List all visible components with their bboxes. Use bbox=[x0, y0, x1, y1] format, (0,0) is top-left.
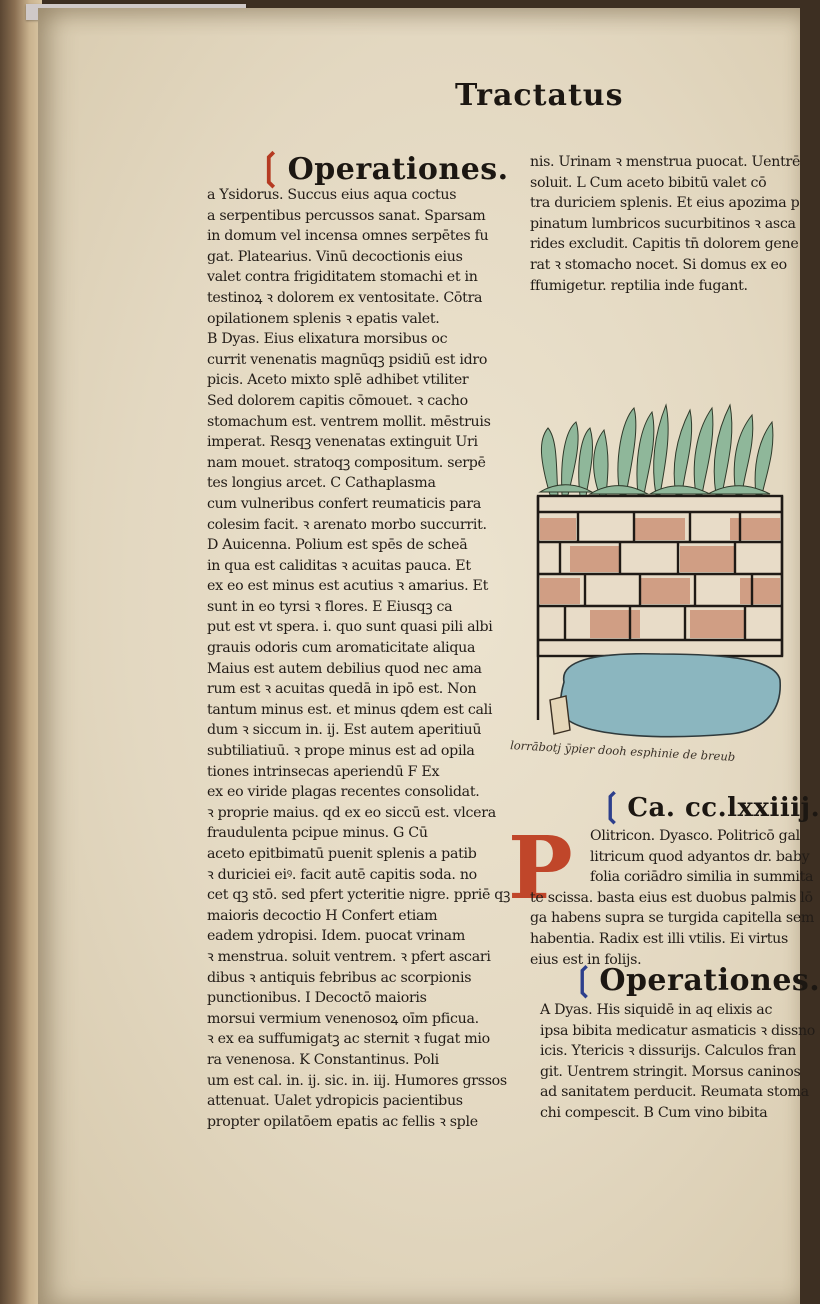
text-line: propter opilatōem epatis ac fellis ꝛ sple bbox=[207, 1113, 478, 1130]
text-line: attenuat. Ualet ydropicis pacientibus bbox=[207, 1093, 463, 1110]
paragraph-mark-icon: ❲ bbox=[570, 960, 598, 998]
text-line: litricum quod adyantos dr. baby bbox=[590, 848, 810, 865]
text-line: opilationem splenis ꝛ epatis valet. bbox=[207, 310, 440, 327]
text-line: a serpentibus percussos sanat. Sparsam bbox=[207, 207, 486, 224]
text-line: Maius est autem debilius quod nec ama bbox=[207, 660, 482, 677]
text-line: B Dyas. Eius elixatura morsibus oc bbox=[207, 331, 448, 348]
text-line: subtiliatiuū. ꝛ prope minus est ad opila bbox=[207, 743, 475, 760]
chapter-heading bbox=[598, 786, 820, 824]
paragraph-mark-icon: ❲ bbox=[255, 146, 286, 188]
right-top-text-column bbox=[530, 152, 801, 296]
text-line: pinatum lumbricos sucurbitinos ꝛ asca bbox=[530, 215, 796, 232]
text-line: ffumigetur. reptilia inde fugant. bbox=[530, 277, 748, 294]
text-line: tiones intrinsecas aperiendū F Ex bbox=[207, 763, 440, 780]
text-line: ꝛ duriciei eiꝰ. facit autē capitis soda. no bbox=[207, 866, 477, 883]
text-line: ga habens supra se turgida capitella sem bbox=[530, 910, 815, 927]
plant-leaves bbox=[540, 405, 773, 496]
marginal-handwritten-note: lorrābotj ȳpier dooh esphinie de breub bbox=[509, 738, 736, 764]
right-bottom-text-column bbox=[530, 826, 815, 970]
book-spine bbox=[0, 0, 42, 1304]
right-bottom-text-column-2 bbox=[540, 1000, 816, 1124]
text-line: aceto epitbimatū puenit splenis a patib bbox=[207, 846, 477, 862]
text-line: a Ysidorus. Succus eius aqua coctus bbox=[207, 187, 457, 203]
text-line: grauis odoris cum aromaticitate aliqua bbox=[207, 640, 476, 657]
text-line: um est cal. in. ij. sic. in. iij. Humores grssos bbox=[207, 1072, 507, 1089]
text-line: A Dyas. His siquidē in aq elixis ac bbox=[540, 1002, 773, 1018]
text-line: ꝛ menstrua. soluit ventrem. ꝛ pfert ascari bbox=[207, 948, 491, 965]
running-head: Tractatus bbox=[455, 78, 624, 113]
text-line: git. Uentrem stringit. Morsus caninos bbox=[540, 1063, 801, 1080]
water-basin bbox=[550, 654, 780, 737]
right-section-heading bbox=[570, 960, 820, 998]
text-line: ipsa bibita medicatur asmaticis ꝛ dissno bbox=[540, 1022, 816, 1039]
illuminated-drop-cap: P bbox=[508, 818, 573, 919]
text-line: D Auicenna. Polium est spēs de scheā bbox=[207, 537, 468, 554]
text-line: put est vt spera. i. quo sunt quasi pili albi bbox=[207, 619, 493, 636]
text-line: currit venenatis magnūqꝫ psidiū est idro bbox=[207, 351, 488, 368]
text-line: eadem ydropisi. Idem. puocat vrinam bbox=[207, 928, 465, 945]
text-line: chi compescit. B Cum vino bibita bbox=[540, 1104, 768, 1121]
left-section-heading bbox=[255, 146, 509, 188]
text-line: in domum vel incensa omnes serpētes fu bbox=[207, 228, 489, 245]
left-heading-text: Operationes. bbox=[287, 152, 509, 187]
text-line: nis. Urinam ꝛ menstrua puocat. Uentrē bbox=[530, 154, 801, 170]
text-line: fraudulenta pcipue minus. G Cū bbox=[207, 825, 428, 842]
text-line: tes longius arcet. C Cathaplasma bbox=[207, 475, 436, 492]
text-line: soluit. L Cum aceto bibitū valet cō bbox=[530, 174, 767, 191]
text-line: folia coriādro similia in summita bbox=[590, 869, 814, 886]
text-line: rides excludit. Capitis tn̄ dolorem gene bbox=[530, 236, 799, 253]
chapter-heading-text: Ca. cc.lxxiiij. bbox=[627, 793, 820, 823]
text-line: imperat. Resqꝫ venenatas extinguit Uri bbox=[207, 434, 478, 451]
text-line: tra duriciem splenis. Et eius apozima p bbox=[530, 195, 800, 212]
text-line: sunt in eo tyrsi ꝛ flores. E Eiusqꝫ ca bbox=[207, 598, 453, 615]
paragraph-mark-icon: ❲ bbox=[598, 786, 626, 824]
text-line: testinoꝝ ꝛ dolorem ex ventositate. Cōtra bbox=[207, 289, 483, 306]
text-line: morsui vermium venenosoꝝ oīm pficua. bbox=[207, 1010, 479, 1027]
text-line: ex eo viride plagas recentes consolidat. bbox=[207, 784, 480, 801]
text-line: gat. Platearius. Vinū decoctionis eius bbox=[207, 248, 463, 265]
text-line: ra venenosa. K Constantinus. Poli bbox=[207, 1051, 439, 1068]
text-line: Sed dolorem capitis cōmouet. ꝛ cacho bbox=[207, 392, 468, 409]
left-text-column bbox=[207, 185, 511, 1132]
text-line: icis. Ytericis ꝛ dissurijs. Calculos fran bbox=[540, 1043, 797, 1060]
text-line: picis. Aceto mixto splē adhibet vtiliter bbox=[207, 372, 469, 389]
text-line: colesim facit. ꝛ arenato morbo succurrit. bbox=[207, 516, 487, 533]
text-line: rum est ꝛ acuitas quedā in ipō est. Non bbox=[207, 681, 477, 698]
text-line: te scissa. basta eius est duobus palmis lō bbox=[530, 889, 813, 906]
text-line: eius est in folijs. bbox=[530, 951, 642, 968]
text-line: nam mouet. stratoqꝫ compositum. serpē bbox=[207, 454, 486, 471]
text-line: tantum minus est. et minus qdem est cali bbox=[207, 701, 493, 718]
text-line: dum ꝛ siccum in. ij. Est autem aperitiuū bbox=[207, 722, 482, 739]
text-line: ꝛ proprie maius. qd ex eo siccū est. vlcera bbox=[207, 804, 496, 821]
text-line: habentia. Radix est illi vtilis. Ei virtus bbox=[530, 930, 788, 947]
text-line: Olitricon. Dyasco. Politricō gal bbox=[590, 828, 800, 844]
text-line: cet qꝫ stō. sed pfert ycteritie nigre. ppriē qꝫ bbox=[207, 887, 511, 904]
woodcut-illustration bbox=[530, 400, 785, 745]
text-line: cum vulneribus confert reumaticis para bbox=[207, 495, 481, 512]
text-line: ad sanitatem perducit. Reumata stoma bbox=[540, 1084, 809, 1101]
text-line: stomachum est. ventrem mollit. mēstruis bbox=[207, 413, 491, 430]
text-line: in qua est caliditas ꝛ acuitas pauca. Et bbox=[207, 557, 471, 574]
right-heading-text: Operationes. bbox=[599, 963, 820, 998]
text-line: punctionibus. I Decoctō maioris bbox=[207, 990, 427, 1007]
text-line: ꝛ ex ea suffumigatꝫ ac sternit ꝛ fugat mio bbox=[207, 1031, 490, 1048]
text-line: valet contra frigiditatem stomachi et in bbox=[207, 269, 478, 286]
text-line: dibus ꝛ antiquis febribus ac scorpionis bbox=[207, 969, 472, 986]
text-line: ex eo est minus est acutius ꝛ amarius. Et bbox=[207, 578, 489, 595]
text-line: maioris decoctio H Confert etiam bbox=[207, 907, 438, 924]
text-line: rat ꝛ stomacho nocet. Si domus ex eo bbox=[530, 256, 787, 273]
